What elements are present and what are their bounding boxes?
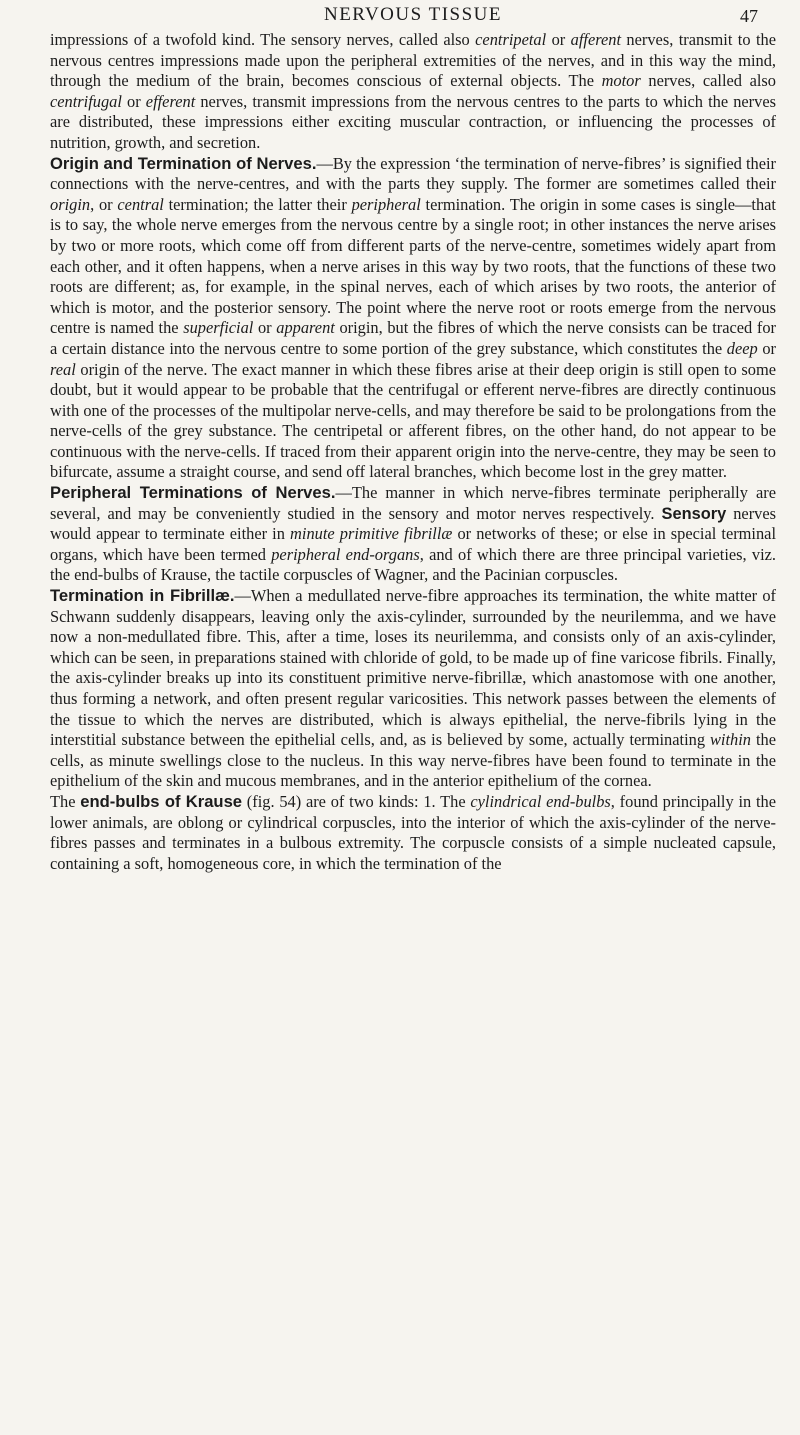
text-run: nerves would appear to terminate either in: [50, 503, 776, 544]
italic-term: deep: [726, 338, 758, 358]
paragraph-peripheral-terminations: [50, 483, 776, 586]
text-run: nerves, transmit to the nervous centres impressions made upon the peripheral extremities of the nerves, and in this way the mind, through the medium of the brain, becomes conscious of external objects. The: [50, 30, 776, 91]
text-run: or: [253, 318, 277, 338]
text-run: , found principally in the lower animals, are oblong or cylindrical corpuscles, into the interior of which the axis-cylinder of the nerve-fibres passes and terminates in a bulbous extremity. The corpuscle consists of a simple nucleated capsule, containing a soft, homogeneous core, in which the termination of the: [50, 791, 776, 873]
text-run: impressions of a twofold kind. The sensory nerves, called also: [50, 30, 476, 49]
text-run: termination; the latter their: [163, 194, 352, 214]
section-heading: Peripheral Terminations of Nerves.: [50, 483, 336, 503]
text-run: nerves, called also: [640, 71, 776, 91]
text-run: —The manner in which nerve-fibres terminate peripherally are several, and may be conveniently studied in the sensory and motor nerves respectively.: [50, 483, 776, 523]
text-run: —By the expression ‘the termination of nerve-fibres’ is signified their connections with the nerve-centres, and with the parts they supply. The former are sometimes called their: [50, 153, 777, 194]
text-run: or: [757, 338, 776, 358]
italic-term: afferent: [570, 30, 622, 49]
text-run: (fig. 54) are of two kinds: 1. The: [242, 791, 471, 811]
italic-term: motor: [601, 71, 641, 91]
italic-term: within: [710, 730, 751, 750]
italic-term: superficial: [183, 318, 254, 338]
section-heading: Termination in Fibrillæ.: [50, 586, 235, 606]
text-run: the cells, as minute swellings close to the nucleus. In this way nerve-fibres have been found to terminate in the epithelium of the skin and mucous membranes, and in the anterior epithelium of the cornea.: [50, 730, 777, 791]
paragraph-nerve-types: [50, 30, 776, 154]
text-run: nerves, transmit impressions from the nervous centres to the parts to which the nerves are distributed, these impressions either exciting muscular contraction, or influencing the processes of nutrition, growth, and secretion.: [50, 91, 776, 152]
text-run: termination. The origin in some cases is single—that is to say, the whole nerve emerges from the nervous centre by a single root; in other instances the nerve arises by two or more roots, which come off from different parts of the nerve-centre, sometimes widely apart from each other, and it often happens, when a nerve arises in this way by two roots, that the functions of these two roots are different; as, for example, in the spinal nerves, each of which arises by two roots, the anterior of which is motor, and the posterior sensory. The point where the nerve root or roots emerge from the nervous centre is named the: [50, 194, 776, 338]
italic-term: centripetal: [475, 30, 547, 49]
text-run: origin, but the fibres of which the nerve consists can be traced for a certain distance into the nervous centre to some portion of the grey substance, which constitutes the: [50, 318, 776, 358]
italic-term: efferent: [145, 91, 196, 111]
section-heading: Origin and Termination of Nerves.: [50, 153, 317, 173]
running-head: [50, 0, 776, 30]
body-text: [50, 30, 776, 874]
paragraph-end-bulbs: [50, 792, 776, 874]
text-run: origin of the nerve. The exact manner in which these fibres arise at their deep origin is still open to some doubt, but it would appear to be probable that the centrifugal or efferent nerve-fibres are directly continuous with one of the processes of the multipolar nerve-cells, and may therefore be said to be prolongations from the nerve-cells of the grey substance. The centripetal or afferent fibres, on the other hand, do not appear to be continuous with the nerve-cells. If traced from their apparent origin into the nerve-centre, they may be seen to bifurcate, assume a straight course, and send off lateral branches, which become lost in the grey matter.: [50, 359, 776, 482]
italic-term: apparent: [276, 318, 335, 338]
italic-term: central: [117, 194, 164, 214]
text-run: or: [121, 91, 146, 111]
text-run: , and of which there are three principal varieties, viz. the end-bulbs of Krause, the tactile corpuscles of Wagner, and the Pacinian corpuscles.: [50, 544, 776, 585]
italic-term: peripheral: [351, 194, 421, 214]
text-run: , or: [90, 194, 118, 214]
section-heading: end-bulbs of Krause: [80, 791, 243, 811]
paragraph-origin-termination: [50, 154, 776, 484]
text-run: —When a medullated nerve-fibre approaches its termination, the white matter of Schwann suddenly disappears, leaving only the axis-cylinder, surrounded by the neurilemma, and we have now a non-medullated fibre. This, after a time, loses its neurilemma, and consists only of an axis-cylinder, which can be seen, in preparations stained with chloride of gold, to be made up of fine varicose fibrils. Finally, the axis-cylinder breaks up into its constituent primitive nerve-fibrillæ, which anastomose with one another, thus forming a network, and often present regular varicosities. This network passes between the elements of the tissue to which the nerves are distributed, which is always epithelial, the nerve-fibrils lying in the interstitial substance between the epithelial cells, and, as is believed by some, actually terminating: [50, 586, 777, 750]
text-run: or networks of these; or else in special terminal organs, which have been termed: [50, 524, 777, 564]
italic-term: peripheral end-organs: [271, 544, 420, 564]
running-title: NERVOUS TISSUE: [323, 4, 502, 25]
page-number: 47: [740, 6, 758, 26]
paragraph-termination-fibrillae: [50, 586, 776, 792]
italic-term: cylindrical end-bulbs: [470, 791, 611, 811]
text-run: or: [546, 30, 571, 49]
italic-term: real: [50, 359, 76, 379]
italic-term: minute primitive fibrillæ: [290, 524, 453, 544]
bold-term: Sensory: [661, 504, 727, 523]
text-run: The: [50, 791, 81, 811]
italic-term: origin: [50, 194, 91, 214]
italic-term: centrifugal: [50, 91, 122, 111]
